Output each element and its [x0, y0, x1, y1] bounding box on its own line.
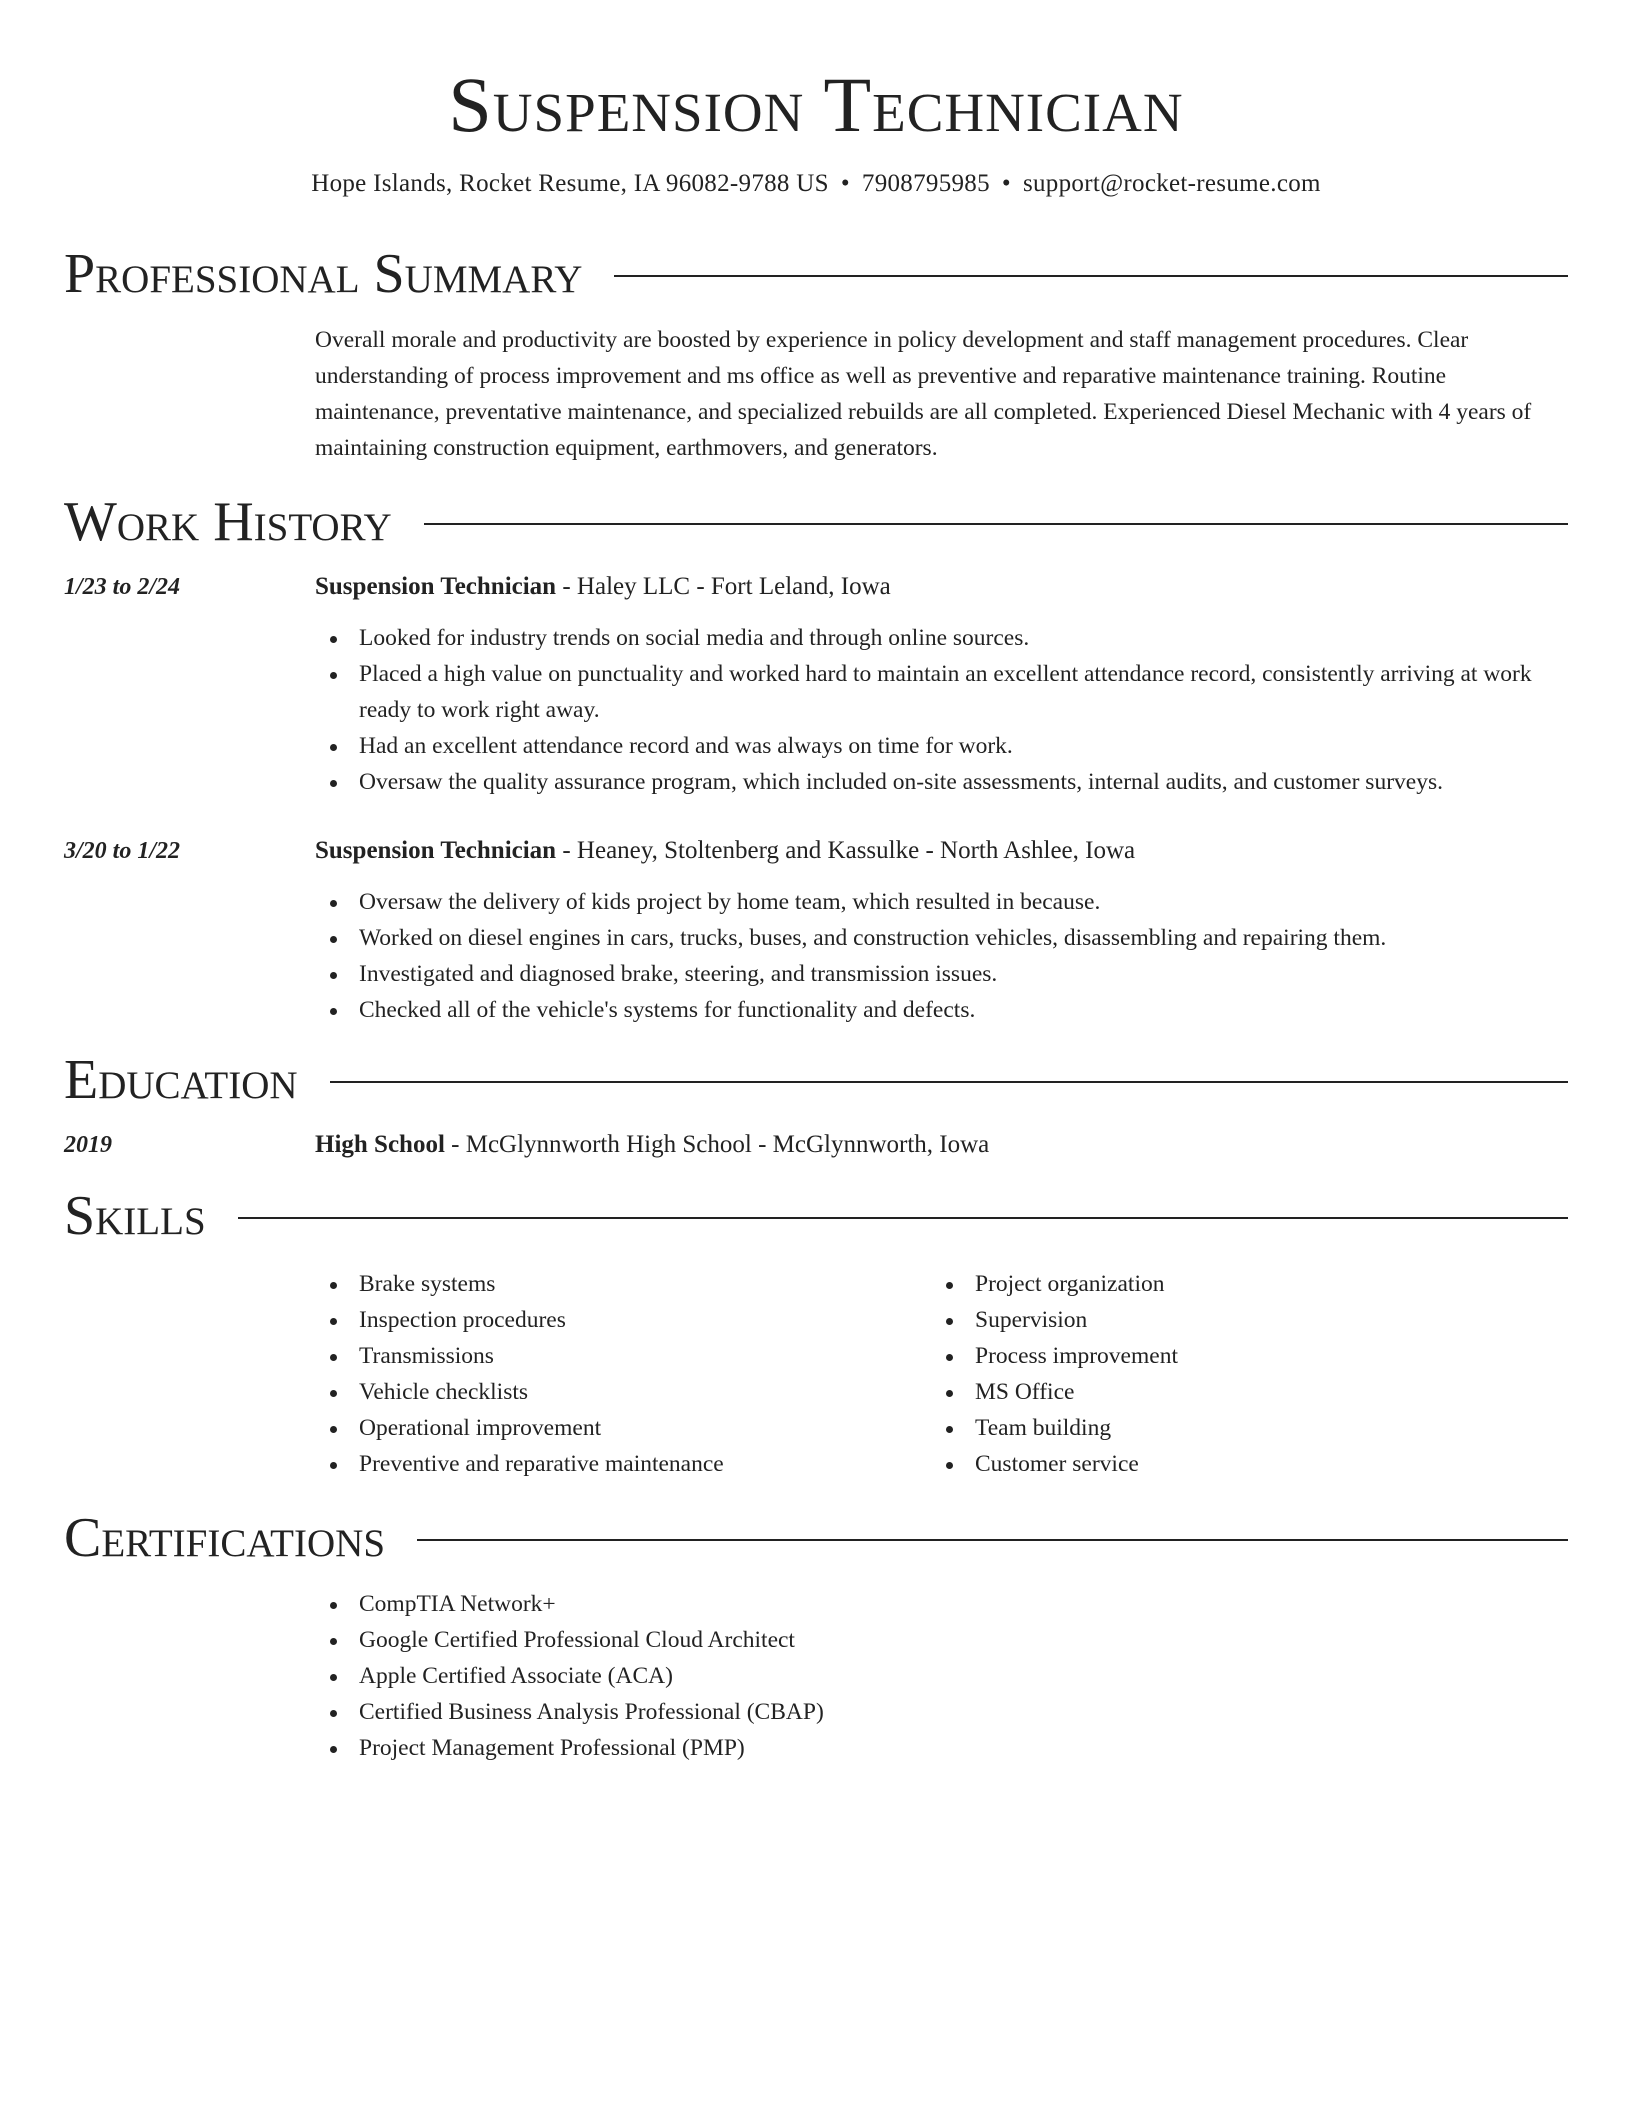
- work-entry-role: Suspension Technician: [315, 573, 557, 600]
- section-divider: [614, 275, 1568, 277]
- list-item: Supervision: [975, 1302, 1547, 1338]
- list-item: Worked on diesel engines in cars, trucks, buses, and construction vehicles, disassembling and repairing them.: [359, 920, 1568, 956]
- education-details: - McGlynnworth High School - McGlynnworth, Iowa: [444, 1131, 990, 1158]
- certifications-list: [315, 1586, 1568, 1766]
- contact-line: [64, 168, 1568, 200]
- list-item: Had an excellent attendance record and was always on time for work.: [359, 728, 1568, 764]
- list-item: Project Management Professional (PMP): [359, 1730, 1568, 1766]
- list-item: Checked all of the vehicle's systems for functionality and defects.: [359, 992, 1568, 1028]
- skills-list-left: [315, 1266, 931, 1482]
- list-item: Investigated and diagnosed brake, steering, and transmission issues.: [359, 956, 1568, 992]
- list-item: Oversaw the delivery of kids project by home team, which resulted in because.: [359, 884, 1568, 920]
- list-item: Transmissions: [359, 1338, 931, 1374]
- list-item: Placed a high value on punctuality and worked hard to maintain an excellent attendance record, consistently arriving at work ready to work right away.: [359, 656, 1568, 728]
- certifications-section-header: [64, 1508, 1568, 1568]
- summary-text: Overall morale and productivity are boosted by experience in policy development and staff management procedures. Clear understanding of process improvement and ms office as well as preventive and reparative maintenance training. Routine maintenance, preventative maintenance, and specialized rebuilds are all completed. Experienced Diesel Mechanic with 4 years of maintaining construction equipment, earthmovers, and generators.: [315, 327, 1532, 461]
- list-item: MS Office: [975, 1374, 1547, 1410]
- skills-list-right: [931, 1266, 1547, 1482]
- work-entry-dates: 3/20 to 1/22: [64, 838, 181, 864]
- education-section-header: [64, 1050, 1568, 1110]
- education-heading: [315, 1128, 1568, 1162]
- list-item: Apple Certified Associate (ACA): [359, 1658, 1568, 1694]
- work-entry-details: - Heaney, Stoltenberg and Kassulke - North Ashlee, Iowa: [556, 837, 1136, 864]
- skills-section-header: [64, 1186, 1568, 1246]
- summary-section-header: [64, 244, 1568, 304]
- list-item: Inspection procedures: [359, 1302, 931, 1338]
- skills-column-right: [931, 1266, 1547, 1482]
- list-item: Preventive and reparative maintenance: [359, 1446, 931, 1482]
- section-divider: [417, 1539, 1568, 1541]
- list-item: Brake systems: [359, 1266, 931, 1302]
- education-year: 2019: [64, 1132, 112, 1158]
- contact-separator: •: [1001, 170, 1011, 197]
- list-item: Operational improvement: [359, 1410, 931, 1446]
- skills-column-left: [315, 1266, 931, 1482]
- work-section-header: [64, 492, 1568, 552]
- work-entry-bullets: [315, 620, 1568, 800]
- work-entry-body: [315, 570, 1568, 800]
- work-entry-role: Suspension Technician: [315, 837, 557, 864]
- work-entry-bullets: [315, 884, 1568, 1028]
- contact-email: support@rocket-resume.com: [1022, 170, 1321, 197]
- list-item: CompTIA Network+: [359, 1586, 1568, 1622]
- work-entry-details: - Haley LLC - Fort Leland, Iowa: [556, 573, 891, 600]
- list-item: Team building: [975, 1410, 1547, 1446]
- certifications-section-title: Certifications: [64, 1507, 386, 1569]
- work-entry-body: [315, 834, 1568, 1028]
- work-entry-heading: [315, 570, 1568, 604]
- section-divider: [424, 523, 1568, 525]
- education-body: [315, 1128, 1568, 1162]
- contact-address: Hope Islands, Rocket Resume, IA 96082-9788 US: [311, 170, 829, 197]
- work-entry: [64, 570, 1568, 800]
- list-item: Google Certified Professional Cloud Architect: [359, 1622, 1568, 1658]
- education-section-title: Education: [64, 1049, 298, 1111]
- list-item: Looked for industry trends on social media and through online sources.: [359, 620, 1568, 656]
- list-item: Customer service: [975, 1446, 1547, 1482]
- work-entry-heading: [315, 834, 1568, 868]
- list-item: Process improvement: [975, 1338, 1547, 1374]
- certifications-list-wrapper: [315, 1586, 1568, 1766]
- skills-section-title: Skills: [64, 1185, 206, 1247]
- list-item: Project organization: [975, 1266, 1547, 1302]
- list-item: Vehicle checklists: [359, 1374, 931, 1410]
- work-section-title: Work History: [64, 491, 392, 553]
- section-divider: [238, 1217, 1568, 1219]
- contact-phone: 7908795985: [861, 170, 990, 197]
- education-degree: High School: [315, 1131, 445, 1158]
- candidate-name: Suspension Technician: [448, 61, 1184, 148]
- list-item: Oversaw the quality assurance program, which included on-site assessments, internal audits, and customer surveys.: [359, 764, 1568, 800]
- summary-section-title: Professional Summary: [64, 243, 583, 305]
- skills-grid: [315, 1266, 1568, 1482]
- resume-page: [64, 0, 1568, 1766]
- contact-separator: •: [840, 170, 850, 197]
- work-entry-dates: 1/23 to 2/24: [64, 574, 181, 600]
- education-entry: [64, 1128, 1568, 1162]
- list-item: Certified Business Analysis Professional (CBAP): [359, 1694, 1568, 1730]
- work-entry: [64, 834, 1568, 1028]
- section-divider: [330, 1081, 1568, 1083]
